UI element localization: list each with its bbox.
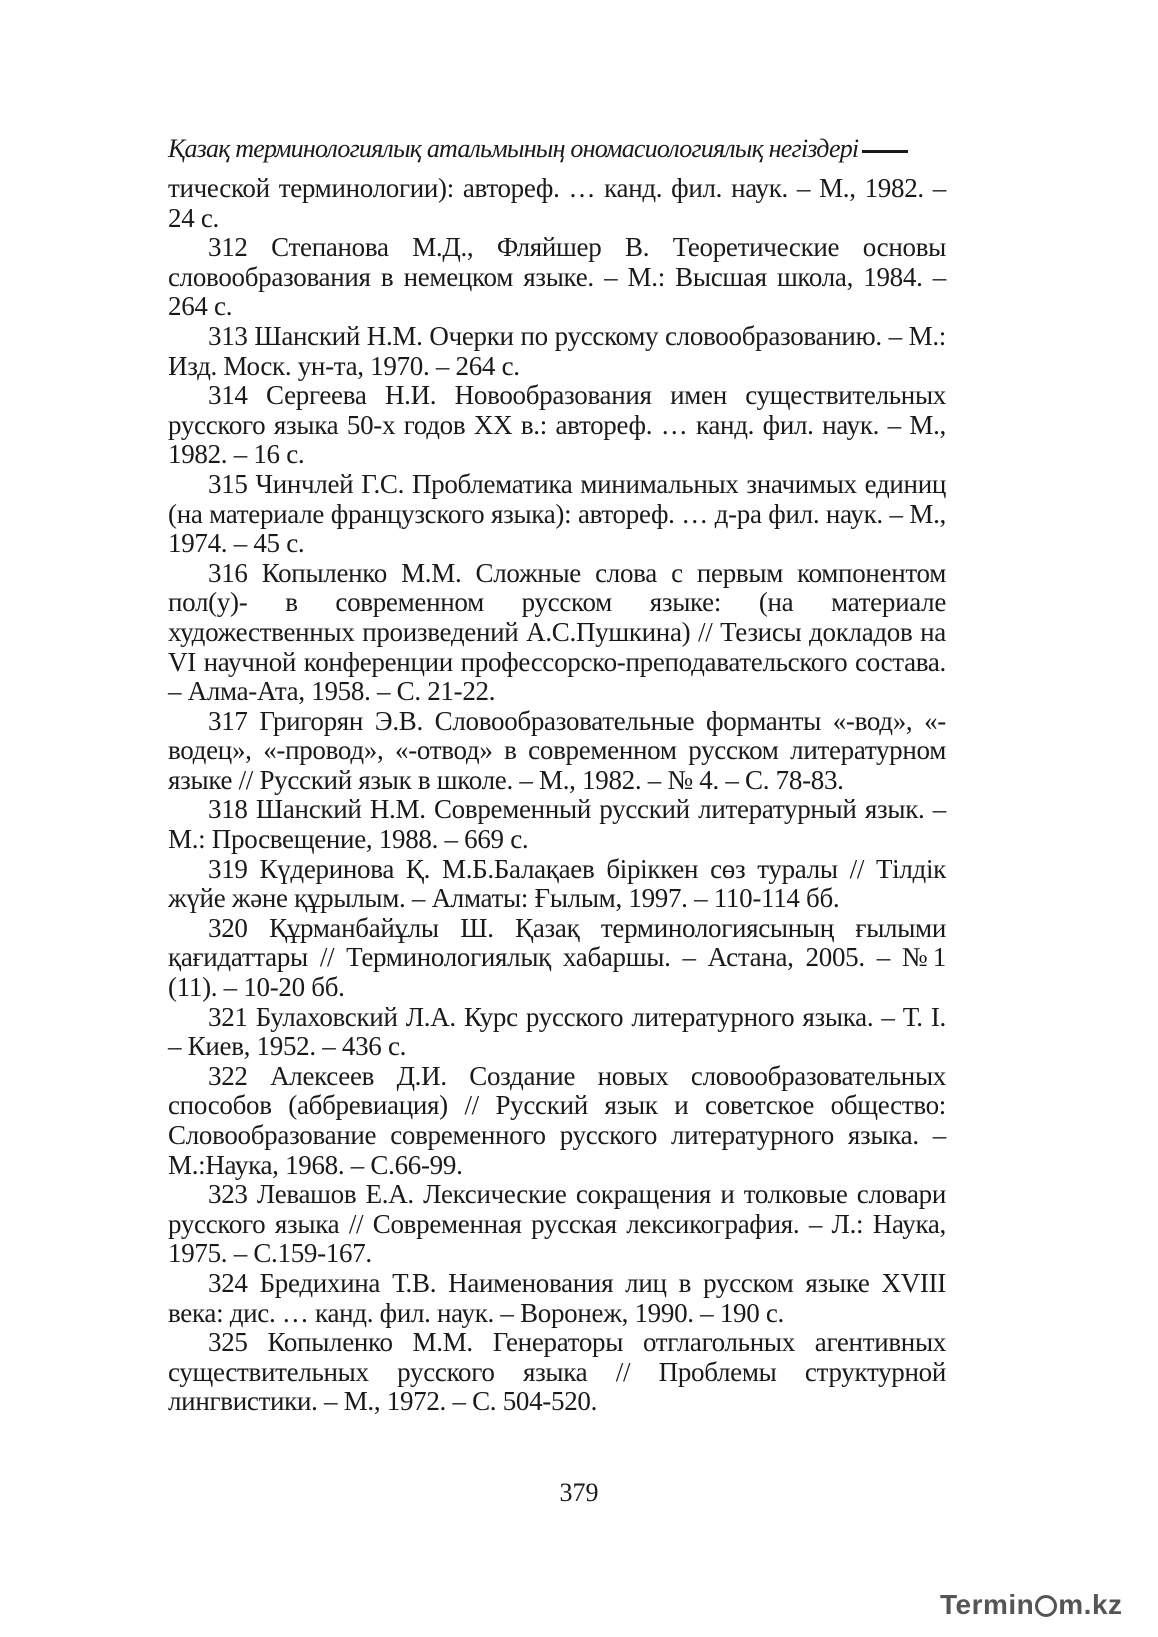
bibliography-entry: 314 Сергеева Н.И. Новообразования имен существительных русского языка 50-х годов XX в.: автореф. … канд. фил. наук. – М., 1982. – 16 с. xyxy=(168,380,946,470)
bibliography-entry: тической терминологии): автореф. … канд. фил. наук. – М., 1982. – 24 с. xyxy=(168,173,946,233)
bibliography-entry: 318 Шанский Н.М. Современный русский литературный язык. – М.: Просвещение, 1988. – 669 с. xyxy=(168,794,946,855)
bibliography-entry: 312 Степанова М.Д., Фляйшер В. Теоретические основы словообразования в немецком языке. – М.: Высшая школа, 1984. – 264 с. xyxy=(168,232,946,322)
bibliography-entry: 323 Левашов Е.А. Лексические сокращения и толковые словари русского языка // Современная русская лексикография. – Л.: Наука, 1975. – С.159-167. xyxy=(168,1179,946,1269)
bibliography-entry: 325 Копыленко М.М. Генераторы отглагольных агентивных существительных русского языка // Проблемы структурной лингвистики. – М., 1972. – С. 504-520. xyxy=(168,1327,946,1417)
watermark-text-end: m.kz xyxy=(1058,1589,1123,1620)
bibliography-entry: 317 Григорян Э.В. Словообразовательные форманты «-вод», «-водец», «-провод», «-отвод» в современном русском литературном языке // Русский язык в школе. – М., 1982. – № 4. – С. 78-83. xyxy=(168,705,946,795)
running-header xyxy=(168,132,958,166)
bibliography-entry: 313 Шанский Н.М. Очерки по русскому словообразованию. – М.: Изд. Моск. ун-та, 1970. – 264 с. xyxy=(168,320,946,381)
running-title: Қазақ терминологиялық атальмының ономасиологиялық негіздері xyxy=(168,134,859,163)
bibliography-entry: 321 Булаховский Л.А. Курс русского литературного языка. – Т. I. – Киев, 1952. – 436 с. xyxy=(168,1001,946,1062)
bibliography-entry: 319 Күдеринова Қ. М.Б.Балақаев біріккен сөз туралы // Тілдік жүйе және құрылым. – Алматы: Ғылым, 1997. – 110-114 бб. xyxy=(168,853,946,914)
header-dash-rule xyxy=(862,150,908,153)
bibliography-entry: 315 Чинчлей Г.С. Проблематика минимальных значимых единиц (на материале французского языка): автореф. … д-ра фил. наук. – М., 1974. – 45 с. xyxy=(168,468,946,559)
bibliography-entry: 320 Құрманбайұлы Ш. Қазақ терминологиясының ғылыми қағидаттары // Терминологиялық хабаршы. – Астана, 2005. – №1 (11). – 10-20 бб. xyxy=(168,912,946,1003)
bibliography-entry: 322 Алексеев Д.И. Создание новых словообразовательных способов (аббревиация) // Русский язык и советское общество: Словообразование современного русского литературного языка. – М.:Наука, 1968. – С.66-99. xyxy=(168,1060,946,1180)
bibliography-entry: 316 Копыленко М.М. Сложные слова с первым компонентом пол(у)- в современном русском языке: (на материале художественных произведений А.С.Пушкина) // Тезисы докладов на VI научной конференции профессорско-преподавательского состава. – Алма-Ата, 1958. – С. 21-22. xyxy=(168,557,946,707)
bibliography-entry: 324 Бредихина Т.В. Наименования лиц в русском языке XVIII века: дис. … канд. фил. наук. – Воронеж, 1990. – 190 с. xyxy=(168,1267,946,1328)
bibliography-list xyxy=(168,174,946,1417)
page-number: 379 xyxy=(559,1478,599,1507)
watermark-text-start: Termin xyxy=(940,1589,1035,1620)
magnifier-icon xyxy=(1035,1595,1057,1617)
site-watermark-logo xyxy=(940,1589,1123,1621)
